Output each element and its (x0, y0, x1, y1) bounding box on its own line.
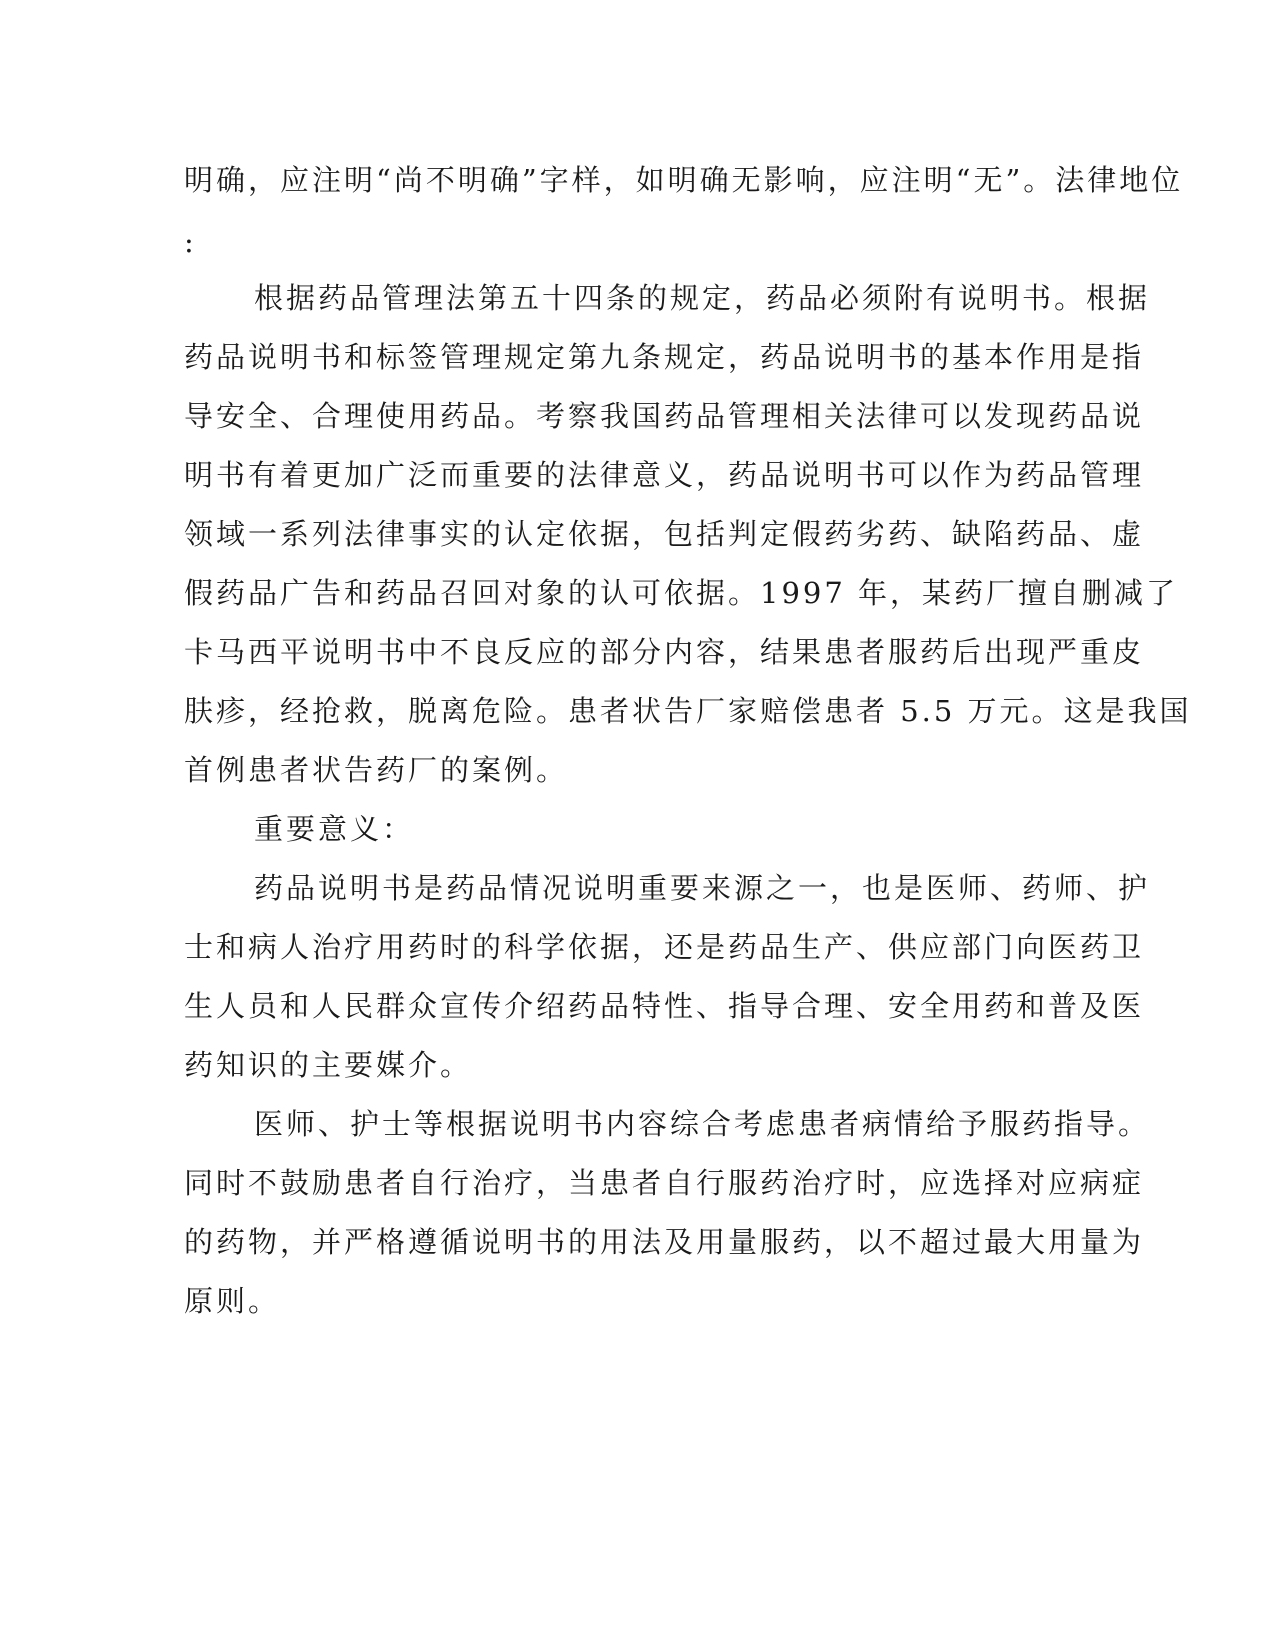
text-line: 药品说明书和标签管理规定第九条规定，药品说明书的基本作用是指 (184, 340, 1145, 374)
text-line: 生人员和人民群众宣传介绍药品特性、指导合理、安全用药和普及医 (184, 989, 1145, 1023)
text-line: 原则。 (184, 1284, 281, 1318)
text-line: 明确，应注明“尚不明确”字样，如明确无影响，应注明“无”。法律地位 (184, 163, 1184, 197)
text-line: 同时不鼓励患者自行治疗，当患者自行服药治疗时，应选择对应病症 (184, 1166, 1145, 1200)
paragraph-start-line: 医师、护士等根据说明书内容综合考虑患者病情给予服药指导。 (254, 1107, 1151, 1141)
text-line: : (184, 225, 197, 259)
text-line: 的药物，并严格遵循说明书的用法及用量服药，以不超过最大用量为 (184, 1225, 1145, 1259)
text-line: 药知识的主要媒介。 (184, 1048, 473, 1082)
text-line: 领域一系列法律事实的认定依据，包括判定假药劣药、缺陷药品、虚 (184, 517, 1145, 551)
paragraph-start-line: 药品说明书是药品情况说明重要来源之一，也是医师、药师、护 (254, 871, 1151, 905)
text-line: 卡马西平说明书中不良反应的部分内容，结果患者服药后出现严重皮 (184, 635, 1145, 669)
text-line: 首例患者状告药厂的案例。 (184, 753, 569, 787)
paragraph-start-line: 根据药品管理法第五十四条的规定，药品必须附有说明书。根据 (254, 281, 1151, 315)
text-line: 导安全、合理使用药品。考察我国药品管理相关法律可以发现药品说 (184, 399, 1145, 433)
text-line: 明书有着更加广泛而重要的法律意义，药品说明书可以作为药品管理 (184, 458, 1145, 492)
text-line: 士和病人治疗用药时的科学依据，还是药品生产、供应部门向医药卫 (184, 930, 1145, 964)
text-line: 肤疹，经抢救，脱离危险。患者状告厂家赔偿患者 5.5 万元。这是我国 (184, 694, 1192, 728)
section-heading: 重要意义： (254, 812, 415, 846)
text-line: 假药品广告和药品召回对象的认可依据。1997 年，某药厂擅自删减了 (184, 576, 1179, 610)
